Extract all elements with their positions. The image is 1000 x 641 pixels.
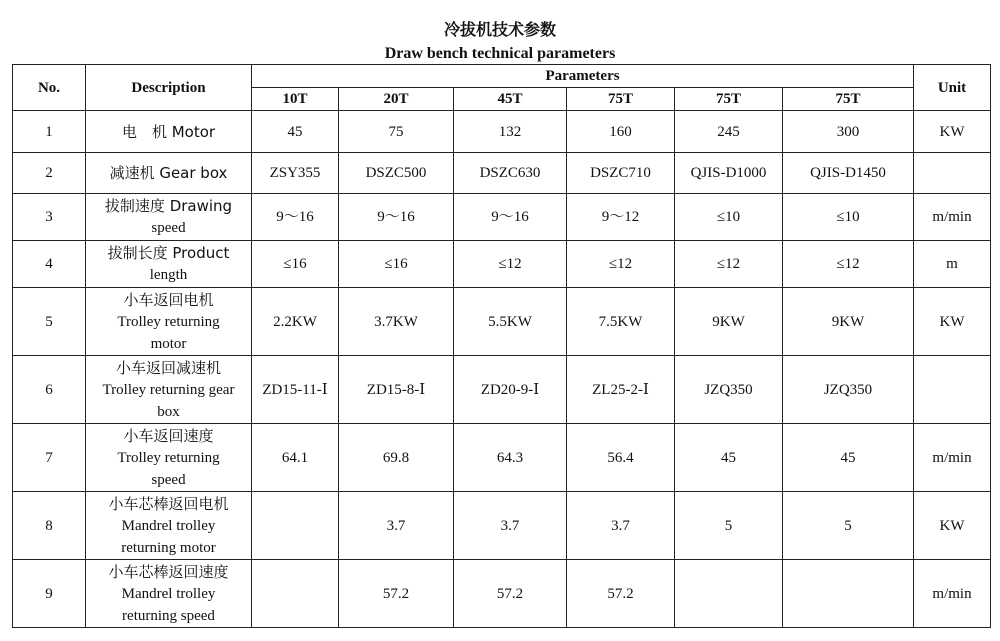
description-line: 小车返回速度 bbox=[123, 426, 214, 445]
description-line: Trolley returning bbox=[117, 313, 220, 330]
description-line: speed bbox=[151, 471, 186, 488]
row-description bbox=[86, 288, 252, 356]
description-line: returning motor bbox=[121, 539, 216, 556]
parameter-value: 3.7 bbox=[454, 492, 567, 560]
description-line: 小车芯棒返回电机 bbox=[108, 494, 229, 513]
parameter-value: 64.3 bbox=[454, 424, 567, 492]
parameter-value: ≤16 bbox=[339, 241, 454, 288]
row-unit bbox=[914, 153, 991, 194]
parameter-value bbox=[783, 560, 914, 628]
description-line: returning speed bbox=[122, 607, 215, 624]
description-line: 小车返回减速机 bbox=[115, 358, 221, 377]
parameter-value: 245 bbox=[675, 111, 783, 153]
parameter-value: 5 bbox=[783, 492, 914, 560]
header-no: No. bbox=[13, 65, 86, 111]
table-row bbox=[13, 241, 991, 288]
parameter-value: ≤10 bbox=[675, 194, 783, 241]
description-line: length bbox=[149, 267, 188, 283]
parameter-value: JZQ350 bbox=[675, 356, 783, 424]
row-description bbox=[86, 356, 252, 424]
row-description bbox=[86, 194, 252, 241]
title-english: Draw bench technical parameters bbox=[384, 45, 616, 62]
table-row bbox=[13, 356, 991, 424]
description-line: Mandrel trolley bbox=[121, 517, 216, 534]
row-number: 7 bbox=[13, 424, 86, 492]
table-row bbox=[13, 194, 991, 241]
row-number: 2 bbox=[13, 153, 86, 194]
parameter-value: 300 bbox=[783, 111, 914, 153]
parameter-value: ≤12 bbox=[783, 241, 914, 288]
description-line: 电 机 Motor bbox=[121, 122, 216, 141]
row-number: 3 bbox=[13, 194, 86, 241]
table-row bbox=[13, 424, 991, 492]
parameter-value: QJIS-D1000 bbox=[675, 153, 783, 194]
parameter-value: 5.5KW bbox=[454, 288, 567, 356]
header-model: 75T bbox=[675, 88, 783, 111]
parameter-value: 75 bbox=[339, 111, 454, 153]
parameter-value: 57.2 bbox=[454, 560, 567, 628]
parameter-value: QJIS-D1450 bbox=[783, 153, 914, 194]
parameter-value: 9～16 bbox=[252, 194, 339, 241]
parameter-value: 132 bbox=[454, 111, 567, 153]
description-line: 拔制速度 Drawing bbox=[104, 197, 233, 215]
parameter-value: 9～16 bbox=[339, 194, 454, 241]
row-number: 6 bbox=[13, 356, 86, 424]
description-line: 小车芯棒返回速度 bbox=[108, 562, 229, 581]
table-row bbox=[13, 153, 991, 194]
row-description bbox=[86, 153, 252, 194]
row-number: 1 bbox=[13, 111, 86, 153]
header-model: 45T bbox=[454, 88, 567, 111]
parameter-value: 57.2 bbox=[339, 560, 454, 628]
parameter-value: ≤12 bbox=[675, 241, 783, 288]
parameter-value: 9～12 bbox=[567, 194, 675, 241]
parameter-value: ≤12 bbox=[454, 241, 567, 288]
header-model: 75T bbox=[783, 88, 914, 111]
parameter-value: 3.7 bbox=[339, 492, 454, 560]
parameter-value bbox=[252, 492, 339, 560]
parameter-value: 45 bbox=[783, 424, 914, 492]
parameter-value: 9KW bbox=[675, 288, 783, 356]
parameter-value: 57.2 bbox=[567, 560, 675, 628]
parameter-value: ZD15-11-Ⅰ bbox=[252, 356, 339, 424]
parameter-value: 45 bbox=[675, 424, 783, 492]
row-description bbox=[86, 560, 252, 628]
table-row bbox=[13, 560, 991, 628]
row-unit bbox=[914, 356, 991, 424]
row-description bbox=[86, 111, 252, 153]
row-unit: KW bbox=[914, 288, 991, 356]
parameter-value: 56.4 bbox=[567, 424, 675, 492]
parameter-value: 160 bbox=[567, 111, 675, 153]
table-row bbox=[13, 288, 991, 356]
description-line: Mandrel trolley bbox=[121, 585, 216, 602]
parameter-value bbox=[675, 560, 783, 628]
parameters-table bbox=[12, 64, 991, 628]
parameter-value: 45 bbox=[252, 111, 339, 153]
parameter-value: ZD20-9-Ⅰ bbox=[454, 356, 567, 424]
row-description bbox=[86, 424, 252, 492]
parameter-value bbox=[252, 560, 339, 628]
header-model: 75T bbox=[567, 88, 675, 111]
row-number: 9 bbox=[13, 560, 86, 628]
table-body bbox=[13, 111, 991, 628]
parameter-value: 3.7KW bbox=[339, 288, 454, 356]
row-unit: m bbox=[914, 241, 991, 288]
parameter-value: ZL25-2-Ⅰ bbox=[567, 356, 675, 424]
row-description bbox=[86, 241, 252, 288]
header-model: 20T bbox=[339, 88, 454, 111]
description-line: box bbox=[157, 403, 180, 420]
parameter-value: DSZC500 bbox=[339, 153, 454, 194]
parameter-value: 64.1 bbox=[252, 424, 339, 492]
table-row bbox=[13, 111, 991, 153]
table-row bbox=[13, 492, 991, 560]
parameter-value: ≤10 bbox=[783, 194, 914, 241]
parameter-value: 9～16 bbox=[454, 194, 567, 241]
parameter-value: DSZC710 bbox=[567, 153, 675, 194]
parameter-value: 69.8 bbox=[339, 424, 454, 492]
parameter-value: ≤12 bbox=[567, 241, 675, 288]
title-chinese: 冷拔机技术参数 bbox=[443, 20, 556, 39]
parameter-value: ZD15-8-Ⅰ bbox=[339, 356, 454, 424]
description-line: Trolley returning gear bbox=[102, 381, 235, 398]
row-description bbox=[86, 492, 252, 560]
header-description: Description bbox=[86, 65, 252, 111]
row-number: 5 bbox=[13, 288, 86, 356]
row-number: 4 bbox=[13, 241, 86, 288]
description-line: 拔制长度 Product bbox=[107, 244, 230, 262]
parameter-value: ZSY355 bbox=[252, 153, 339, 194]
row-unit: m/min bbox=[914, 424, 991, 492]
row-unit: m/min bbox=[914, 560, 991, 628]
description-line: 小车返回电机 bbox=[123, 290, 214, 309]
parameter-value: 2.2KW bbox=[252, 288, 339, 356]
header-unit: Unit bbox=[914, 65, 991, 111]
parameter-value: 3.7 bbox=[567, 492, 675, 560]
header-parameters: Parameters bbox=[252, 65, 914, 88]
parameter-value: 9KW bbox=[783, 288, 914, 356]
parameter-value: 5 bbox=[675, 492, 783, 560]
parameter-value: DSZC630 bbox=[454, 153, 567, 194]
row-unit: KW bbox=[914, 492, 991, 560]
description-line: speed bbox=[151, 220, 186, 236]
parameter-value: ≤16 bbox=[252, 241, 339, 288]
parameter-value: JZQ350 bbox=[783, 356, 914, 424]
row-unit: m/min bbox=[914, 194, 991, 241]
description-line: 减速机 Gear box bbox=[109, 164, 228, 182]
header-model: 10T bbox=[252, 88, 339, 111]
description-line: Trolley returning bbox=[117, 449, 220, 466]
parameter-value: 7.5KW bbox=[567, 288, 675, 356]
row-unit: KW bbox=[914, 111, 991, 153]
row-number: 8 bbox=[13, 492, 86, 560]
description-line: motor bbox=[150, 335, 187, 352]
